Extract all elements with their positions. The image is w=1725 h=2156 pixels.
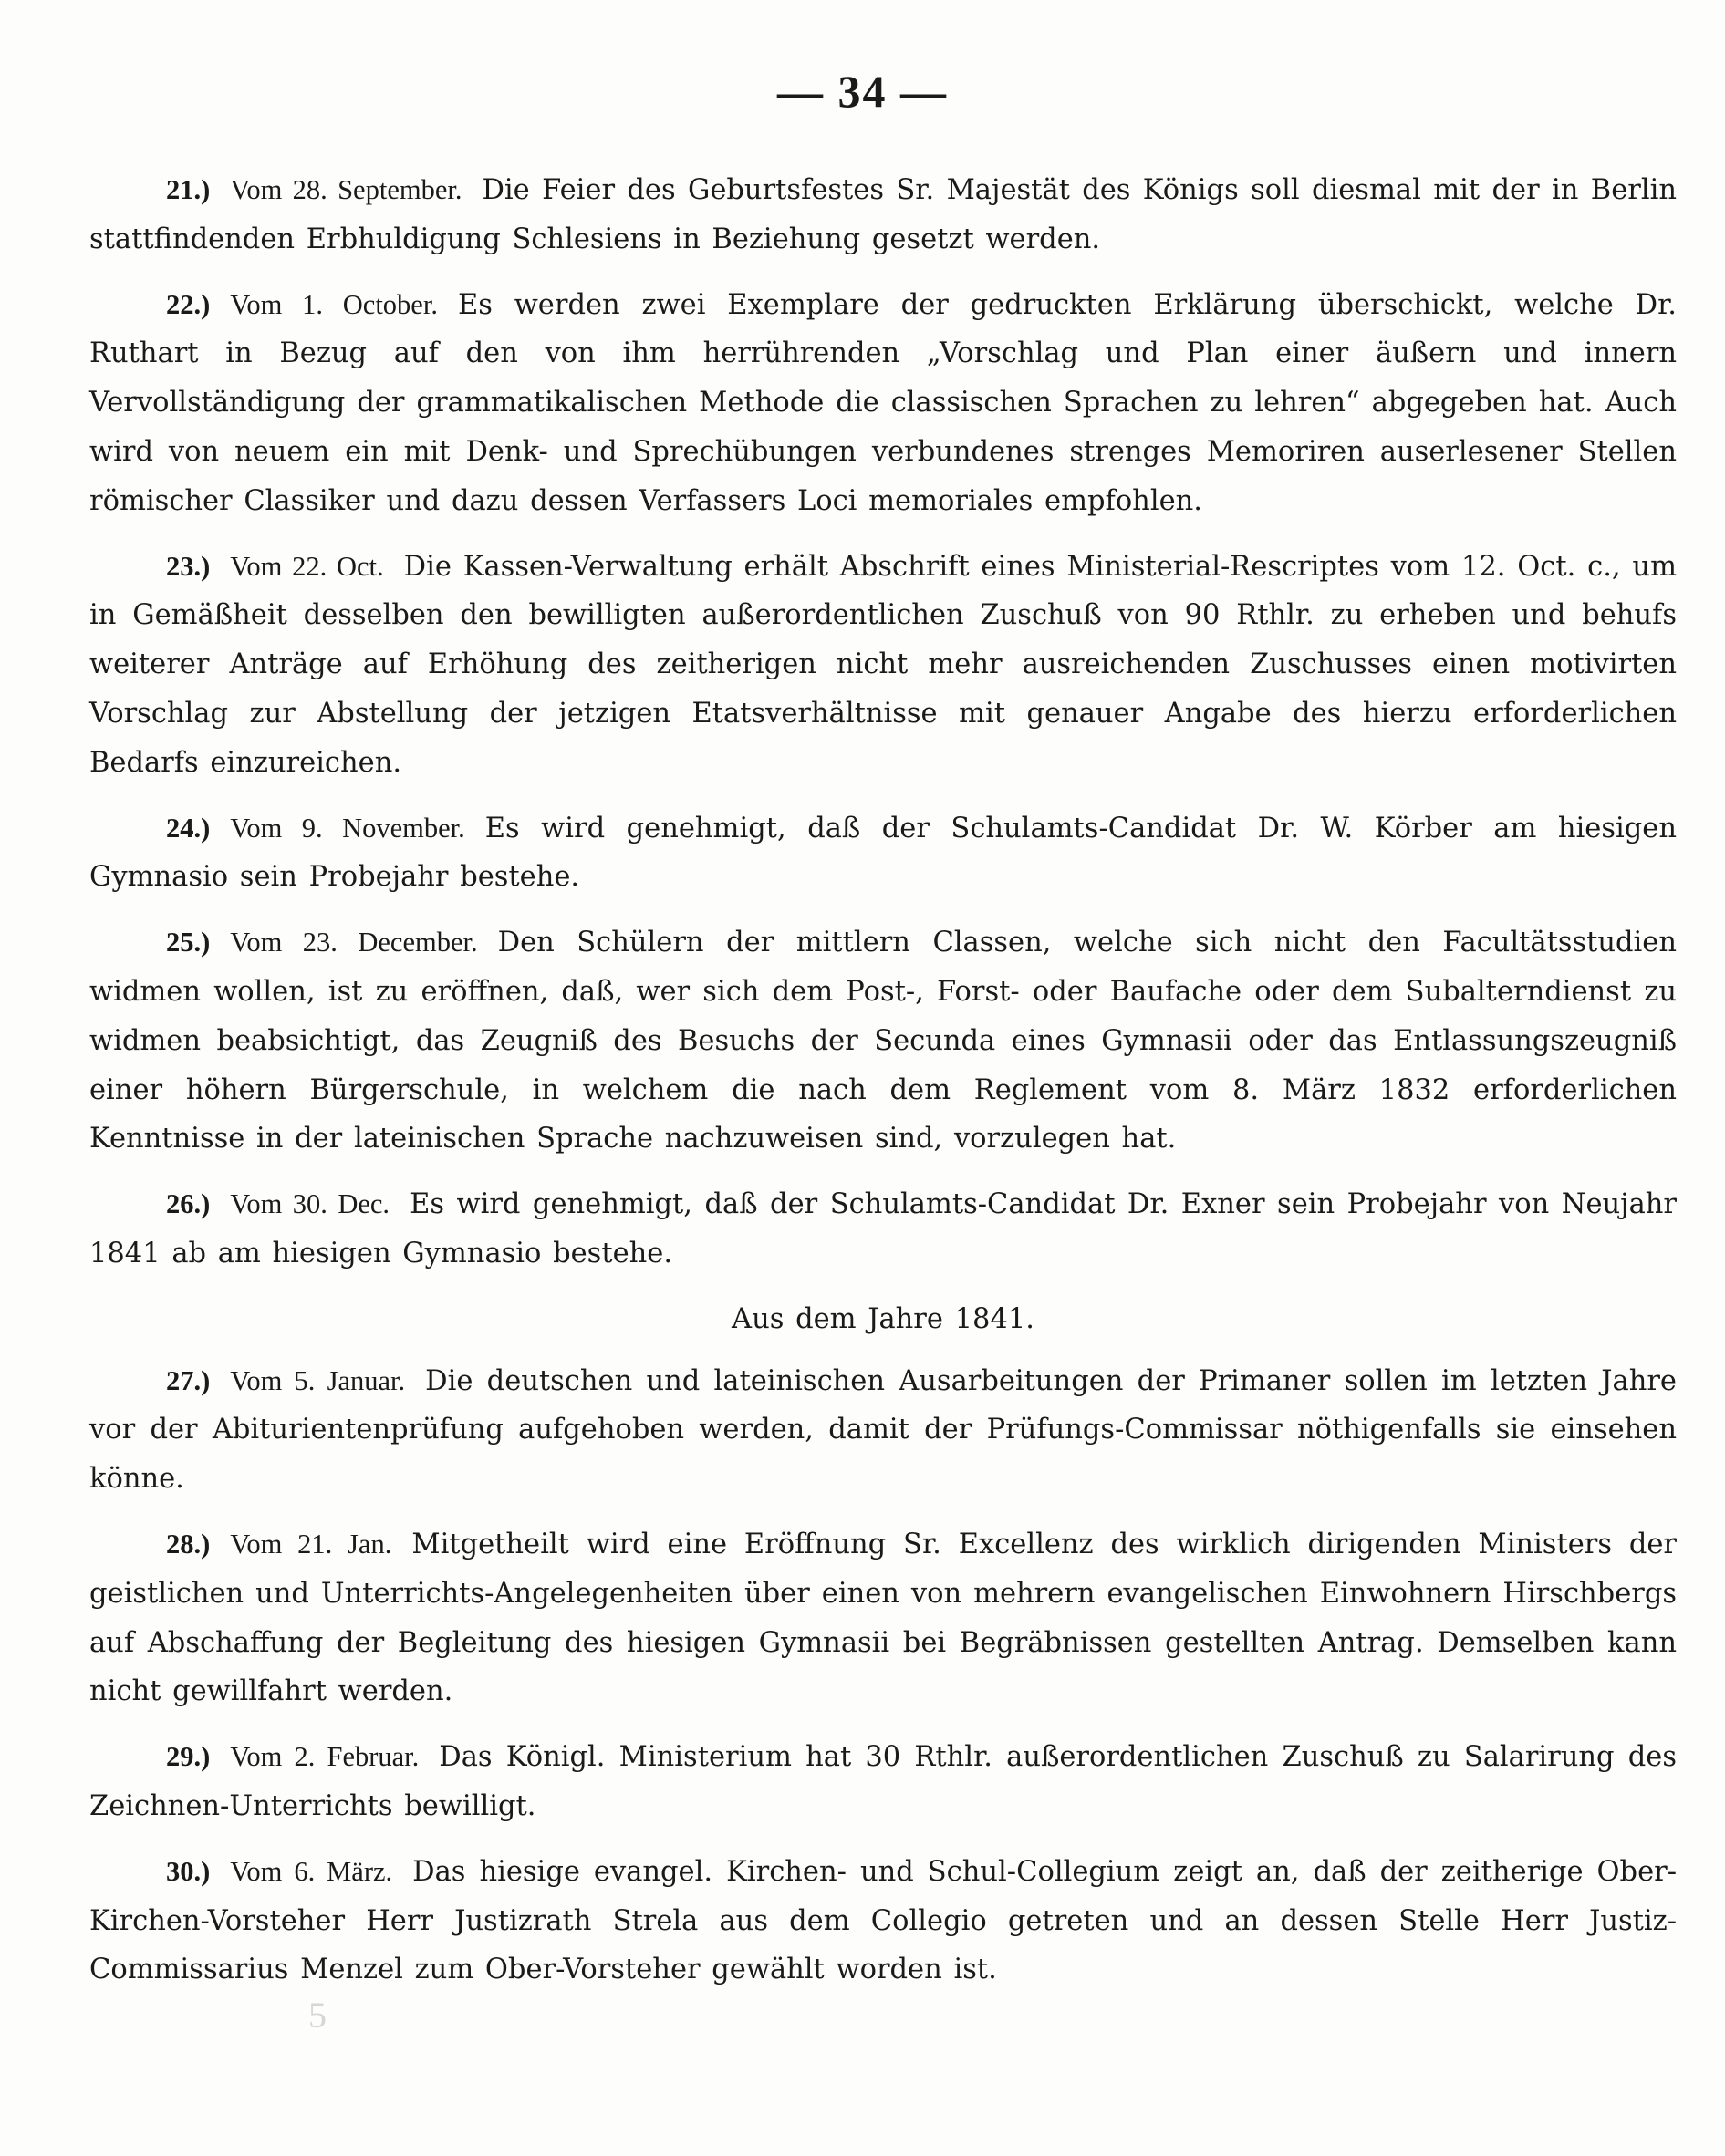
entry-date: Vom 1. October. <box>230 288 438 320</box>
entry-number: 30.) <box>166 1855 211 1887</box>
entry-text: Die Kassen-Verwaltung erhält Abschrift eines Ministerial-Rescriptes vom 12. Oct. c., um in Gemäßheit desselben den bewilligten außerordentlichen Zuschuß von 90 Rthlr. zu erheben und behufs weiterer Anträge auf Erhöhung des zeitherigen nicht mehr ausreichenden Zuschusses einen motivirten Vorschlag zur Abstellung der jetzigen Etatsverhältnisse mit genauer Angabe des hierzu erforderlichen Bedarfs einzureichen. <box>89 550 1677 779</box>
entry-27 <box>89 1357 1677 1504</box>
entry-date: Vom 21. Jan. <box>230 1528 392 1560</box>
entry-30 <box>89 1848 1677 1995</box>
entry-text: Es wird genehmigt, daß der Schulamts-Candidat Dr. W. Körber am hiesigen Gymnasio sein Probejahr bestehe. <box>89 812 1677 894</box>
entry-number: 24.) <box>166 812 211 844</box>
page-number: — 34 — <box>777 66 948 117</box>
entry-text: Es werden zwei Exemplare der gedruckten Erklärung überschickt, welche Dr. Ruthart in Bezug auf den von ihm herrührenden „Vorschlag und Plan einer äußern und innern Vervollständigung der grammatikalischen Methode die classischen Sprachen zu lehren“ abgegeben hat. Auch wird von neuem ein mit Denk- und Sprechübungen verbundenes strenges Memoriren auserlesener Stellen römischer Classiker und dazu dessen Verfassers Loci memoriales empfohlen. <box>89 288 1677 517</box>
entry-text: Den Schülern der mittlern Classen, welche sich nicht den Facultätsstudien widmen wollen, ist zu eröffnen, daß, wer sich dem Post-, Forst- oder Baufache oder dem Subalterndienst zu widmen beabsichtigt, das Zeugniß des Besuchs der Secunda eines Gymnasii oder das Entlassungszeugniß einer höhern Bürgerschule, in welchem die nach dem Reglement vom 8. März 1832 erforderlichen Kenntnisse in der lateinischen Sprache nachzuweisen sind, vorzulegen hat. <box>89 927 1677 1156</box>
entry-24 <box>89 804 1677 903</box>
entry-23 <box>89 543 1677 788</box>
entry-number: 28.) <box>166 1528 211 1560</box>
entry-number: 27.) <box>166 1364 211 1396</box>
entry-date: Vom 9. November. <box>230 812 465 844</box>
entry-date: Vom 2. Februar. <box>230 1741 420 1773</box>
entry-text: Das hiesige evangel. Kirchen- und Schul-Collegium zeigt an, daß der zeitherige Ober-Kirchen-Vorsteher Herr Justizrath Strela aus dem Collegio getreten und an dessen Stelle Herr Justiz-Commissarius Menzel zum Ober-Vorsteher gewählt worden ist. <box>89 1855 1677 1986</box>
entry-number: 29.) <box>166 1741 211 1773</box>
entry-date: Vom 23. December. <box>230 927 478 959</box>
entry-date: Vom 30. Dec. <box>230 1188 390 1220</box>
bleed-through-numeral: 5 <box>308 1995 327 2036</box>
entry-date: Vom 28. September. <box>230 174 462 205</box>
entry-number: 21.) <box>166 174 211 205</box>
entry-21 <box>89 166 1677 264</box>
entry-date: Vom 22. Oct. <box>230 550 384 582</box>
entry-text: Das Königl. Ministerium hat 30 Rthlr. außerordentlichen Zuschuß zu Salarirung des Zeichnen-Unterrichts bewilligt. <box>89 1741 1677 1822</box>
entry-number: 26.) <box>166 1188 211 1220</box>
entry-25 <box>89 918 1677 1164</box>
entry-29 <box>89 1733 1677 1831</box>
section-heading: Aus dem Jahre 1841. <box>732 1302 1034 1335</box>
entry-number: 25.) <box>166 927 211 959</box>
entry-number: 22.) <box>166 288 211 320</box>
entry-26 <box>89 1180 1677 1279</box>
entry-number: 23.) <box>166 550 211 582</box>
entry-28 <box>89 1520 1677 1716</box>
entry-date: Vom 5. Januar. <box>230 1364 406 1396</box>
entry-text: Es wird genehmigt, daß der Schulamts-Candidat Dr. Exner sein Probejahr von Neujahr 1841 ab am hiesigen Gymnasio bestehe. <box>89 1188 1677 1270</box>
body-text <box>89 166 1677 2011</box>
entry-date: Vom 6. März. <box>230 1855 393 1887</box>
entry-text: Die Feier des Geburtsfestes Sr. Majestät des Königs soll diesmal mit der in Berlin stattfindenden Erbhuldigung Schlesiens in Beziehung gesetzt werden. <box>89 174 1677 255</box>
entry-text: Die deutschen und lateinischen Ausarbeitungen der Primaner sollen im letzten Jahre vor der Abiturientenprüfung aufgehoben werden, damit der Prüfungs-Commissar nöthigenfalls sie einsehen könne. <box>89 1364 1677 1496</box>
entry-text: Mitgetheilt wird eine Eröffnung Sr. Excellenz des wirklich dirigenden Ministers der geistlichen und Unterrichts-Angelegenheiten über einen von mehrern evangelischen Einwohnern Hirschbergs auf Abschaffung der Begleitung des hiesigen Gymnasii bei Begräbnissen gestellten Antrag. Demselben kann nicht gewillfahrt werden. <box>89 1528 1677 1708</box>
entry-22 <box>89 281 1677 526</box>
